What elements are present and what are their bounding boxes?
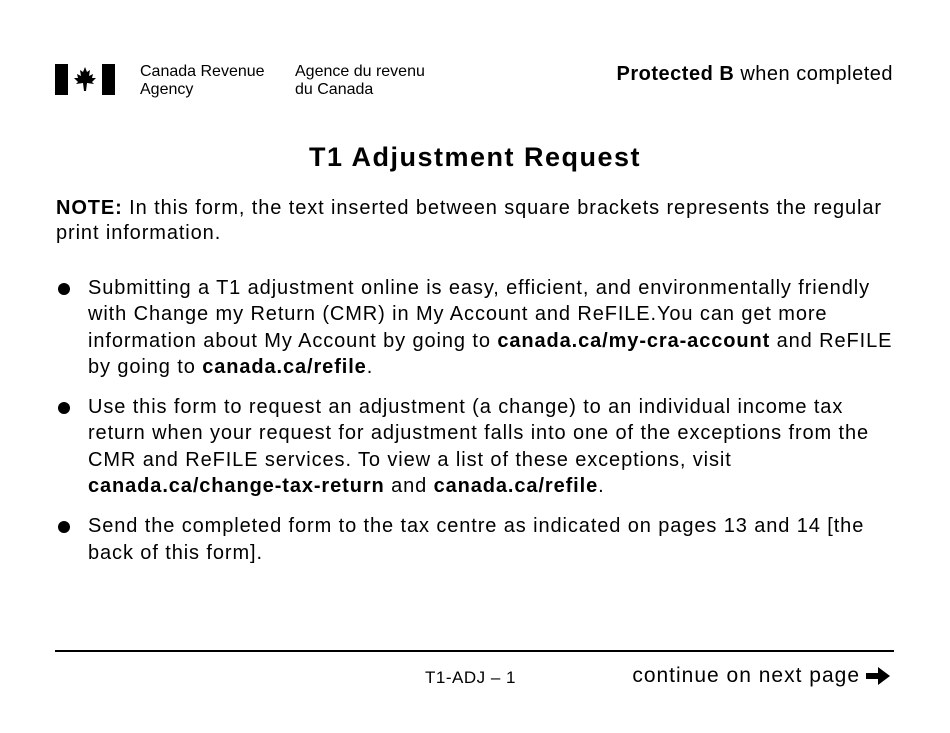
list-item-text: . — [598, 475, 605, 498]
bullet-icon — [58, 402, 70, 414]
list-item-text: Send the completed form to the tax centre as indicated on pages 13 and 14 [the back of this form]. — [88, 515, 865, 564]
list-item-text: Submitting a T1 adjustment online is easy, efficient, and environmentally friendly with Change my Return (CMR) in My Account and ReFILE.You can get more information about My Account by going to — [88, 277, 870, 352]
page-number: T1-ADJ – 1 — [425, 668, 516, 687]
refile-link[interactable]: canada.ca/refile — [433, 475, 599, 498]
note-paragraph — [56, 196, 896, 246]
agency-en-line2: Agency — [140, 81, 194, 98]
list-item-text: . — [366, 355, 374, 378]
list-item — [56, 275, 896, 380]
page-title: T1 Adjustment Request — [308, 142, 642, 172]
canada-flag-logo — [55, 64, 115, 95]
continue-text: continue on next page — [632, 664, 860, 687]
protected-label: Protected B — [616, 63, 735, 85]
list-item — [56, 394, 896, 499]
note-text: In this form, the text inserted between square brackets represents the regular print information. — [56, 197, 882, 244]
agency-name-english — [140, 63, 265, 99]
continue-next-page[interactable] — [632, 664, 892, 688]
list-item-text: and — [384, 475, 434, 498]
agency-name-french — [295, 63, 425, 99]
list-item-text: and ReFILE by going to — [88, 329, 893, 378]
protected-qualifier: when completed — [734, 63, 893, 85]
agency-en-line1: Canada Revenue — [140, 63, 265, 80]
note-label: NOTE: — [56, 197, 123, 219]
list-item-text: Use this form to request an adjustment (a change) to an individual income tax return when your request for adjustment falls into one of the exceptions from the CMR and ReFILE services. To view a list of these exceptions, visit — [88, 396, 870, 471]
agency-fr-line1: Agence du revenu — [295, 63, 425, 80]
refile-link[interactable]: canada.ca/refile — [202, 355, 367, 378]
change-tax-return-link[interactable]: canada.ca/change-tax-return — [88, 475, 385, 498]
bullet-icon — [58, 283, 70, 295]
instruction-list — [56, 275, 896, 580]
footer-divider — [55, 650, 894, 652]
my-cra-account-link[interactable]: canada.ca/my-cra-account — [497, 329, 771, 352]
agency-fr-line2: du Canada — [295, 81, 374, 98]
protected-status — [617, 63, 893, 86]
arrow-right-icon — [864, 665, 892, 687]
bullet-icon — [58, 521, 70, 533]
list-item — [56, 513, 896, 566]
